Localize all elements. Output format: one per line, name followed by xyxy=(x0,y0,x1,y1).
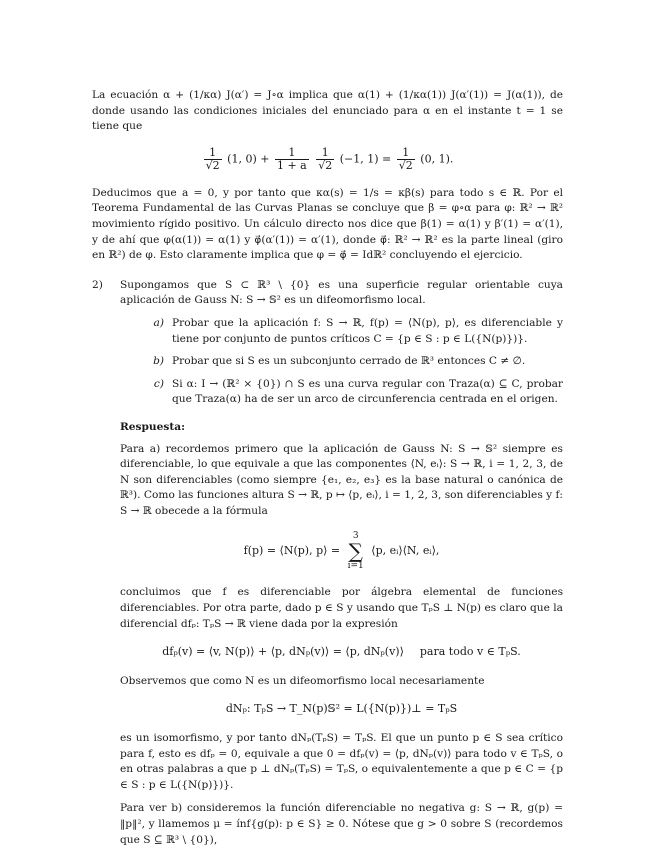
fraction-denominator: 1 + a xyxy=(276,158,307,172)
fraction-numerator: 1 xyxy=(316,147,334,160)
fraction xyxy=(204,147,222,172)
problem-statement: Supongamos que S ⊂ ℝ³ \ {0} es una superficie regular orientable cuya aplicación de Gauss N: S → 𝕊² es un difeomorfismo local. xyxy=(120,278,563,307)
fraction xyxy=(316,147,334,172)
problem-2 xyxy=(92,278,563,848)
paragraph-6: es un isomorfismo, y por tanto dNₚ(TₚS) = TₚS. El que un punto p ∈ S sea crítico para f, esto es dfₚ = 0, equivale a que 0 = dfₚ(v) = ⟨p, dNₚ(v)⟩ para todo v ∈ TₚS, o en otras palabras a que p ⊥ dNₚ(TₚS) = TₚS, o equivalentemente a que p ∈ C = {p ∈ S : p ∈ L({N(p)})}. xyxy=(120,732,563,791)
item-text: Probar que si S es un subconjunto cerrado de ℝ³ entonces C ≠ ∅. xyxy=(172,355,526,368)
equation-2 xyxy=(120,531,563,571)
paragraph-2: Deducimos que a = 0, y por tanto que κα(s) = 1/s = κβ(s) para todo s ∈ ℝ. Por el Teorema Fundamental de las Curvas Planas se concluye que β = φ∘α para φ: ℝ² → ℝ² movimiento rígido positivo. Un cálculo directo nos dice que β(1) = α(1) y β′(1) = α′(1), y de ahí que φ(α(1)) = α(1) y φ⃗(α′(1)) = α′(1), donde φ⃗: ℝ² → ℝ² es la parte lineal (giro en ℝ²) de φ. Esto claramente implica que φ = φ⃗ = Idℝ² concluyendo el ejercicio. xyxy=(92,186,563,262)
equation-1 xyxy=(92,147,563,172)
paragraph-7: Para ver b) consideremos la función diferenciable no negativa g: S → ℝ, g(p) = ‖p‖², y llamemos μ = ínf{g(p): p ∈ S} ≥ 0. Nótese que g > 0 sobre S (recordemos que S ⊆ ℝ³ \ {0}), xyxy=(120,802,563,846)
equation-term: (1, 0) + xyxy=(227,152,270,166)
equation-term: ⟨p, eᵢ⟩⟨N, eᵢ⟩, xyxy=(371,544,440,558)
item-label: c) xyxy=(153,377,164,390)
paragraph-1: La ecuación α + (1/κα) J(α′) = J∘α implica que α(1) + (1/κα(1)) J(α′(1)) = J(α(1)), de donde usando las condiciones iniciales del enunciado para α en el instante t = 1 se tiene que xyxy=(92,89,563,133)
fraction-numerator: 1 xyxy=(275,147,309,160)
item-label: b) xyxy=(153,355,164,368)
equation-4: dNₚ: TₚS → T_N(p)𝕊² = L({N(p)})⊥ = TₚS xyxy=(225,702,458,716)
fraction-numerator: 1 xyxy=(204,147,222,160)
fraction-denominator: √2 xyxy=(318,158,333,172)
list-item xyxy=(120,377,563,408)
fraction xyxy=(275,147,309,172)
item-text: Probar que la aplicación f: S → ℝ, f(p) = ⟨N(p), p⟩, es diferenciable y tiene por conjunto de puntos críticos C = {p ∈ S : p ∈ L({N(p)})}. xyxy=(172,316,563,345)
problem-body xyxy=(120,278,563,848)
problem-number: 2) xyxy=(92,278,103,291)
equation-term: para todo v ∈ TₚS. xyxy=(419,645,521,659)
list-item xyxy=(120,316,563,347)
summation xyxy=(348,531,364,571)
paragraph-4: concluimos que f es diferenciable por álgebra elemental de funciones diferenciables. Por otra parte, dado p ∈ S y usando que TₚS ⊥ N(p) es claro que la diferencial dfₚ: TₚS → ℝ viene dada por la expresión xyxy=(120,586,563,630)
item-label: a) xyxy=(153,316,164,329)
equation-term: dfₚ(v) = ⟨v, N(p)⟩ + ⟨p, dNₚ(v)⟩ = ⟨p, dNₚ(v)⟩ xyxy=(162,645,404,659)
item-text: Si α: I → (ℝ² × {0}) ∩ S es una curva regular con Traza(α) ⊆ C, probar que Traza(α) ha de ser un arco de circunferencia centrada en el origen. xyxy=(172,377,563,406)
fraction-denominator: √2 xyxy=(398,158,413,172)
equation-3 xyxy=(120,644,563,660)
fraction-numerator: 1 xyxy=(397,147,415,160)
equation-term: (0, 1). xyxy=(420,152,454,166)
sigma-symbol: ∑ xyxy=(348,539,363,564)
fraction-denominator: √2 xyxy=(205,158,220,172)
paragraph-5: Observemos que como N es un difeomorfismo local necesariamente xyxy=(120,674,485,687)
list-item xyxy=(120,354,563,370)
equation-term: (−1, 1) = xyxy=(339,152,392,166)
equation-term: f(p) = ⟨N(p), p⟩ = xyxy=(243,544,341,558)
sum-upper-limit: 3 xyxy=(352,531,359,542)
fraction xyxy=(397,147,415,172)
sum-lower-limit: i=1 xyxy=(347,561,364,572)
paragraph-3: Para a) recordemos primero que la aplicación de Gauss N: S → 𝕊² siempre es diferenciable, lo que equivale a que las componentes ⟨N, eᵢ⟩: S → ℝ, i = 1, 2, 3, de N son diferenciables (como siempre {e₁, e₂, e₃} es la base natural o canónica de ℝ³). Como las funciones altura S → ℝ, p ↦ ⟨p, eᵢ⟩, i = 1, 2, 3, son diferenciables y f: S → ℝ obecede a la fórmula xyxy=(120,442,563,517)
answer-heading: Respuesta: xyxy=(120,420,185,433)
